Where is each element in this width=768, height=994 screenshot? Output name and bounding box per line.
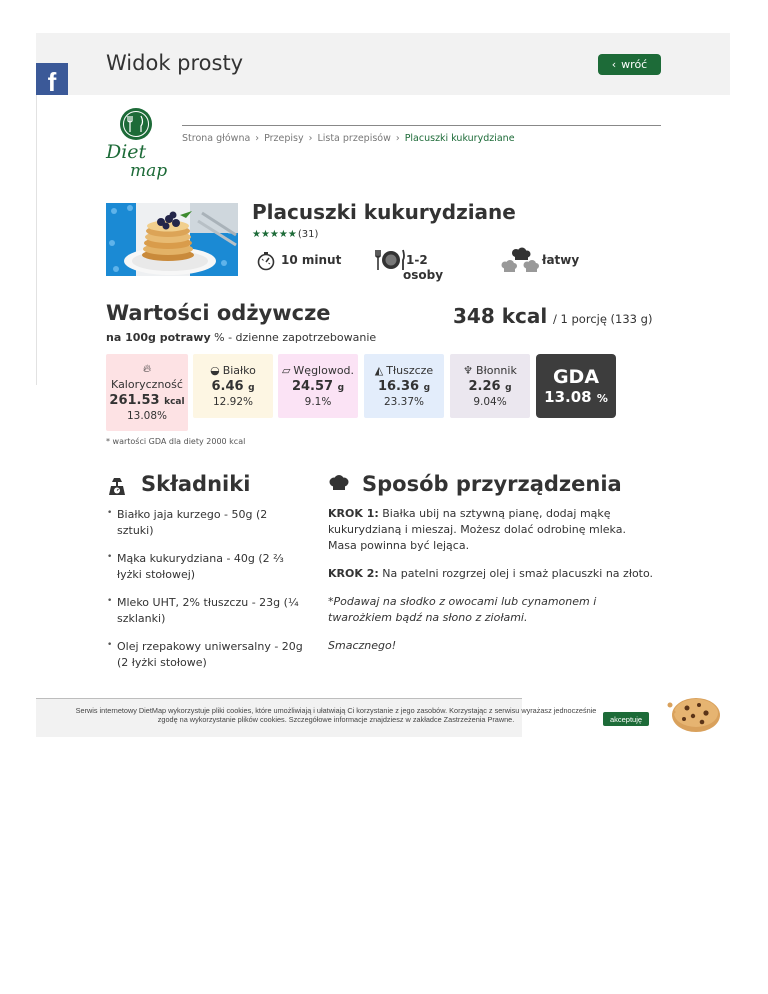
calories-pct: 13.08%	[126, 410, 168, 422]
recipe-title: Placuszki kukurydziane	[252, 200, 516, 224]
protein-value: 6.46	[211, 379, 244, 394]
chef-hat-icon	[499, 247, 541, 275]
star-rating-icon: ★★★★★	[252, 229, 297, 240]
serving-tip: *Podawaj na słodko z owocami lub cynamonem i twarożkiem bądź na słono z ziołami.	[328, 594, 597, 624]
protein-label: Białko	[222, 364, 256, 377]
carbs-box	[278, 354, 358, 418]
logo-text-map: map	[130, 161, 168, 181]
facebook-icon[interactable]: f	[36, 63, 68, 95]
gda-label: GDA	[552, 366, 600, 388]
cookie-text-line2: zgodę na wykorzystanie plików cookies. Szczegółowe informacje znajdziesz w zakładce Zastrzeżenia Prawne.	[157, 715, 515, 725]
side-divider	[36, 95, 37, 385]
logo-text-diet: Diet	[106, 141, 147, 163]
cookie-icon	[665, 694, 723, 736]
top-bar	[36, 33, 730, 95]
plate-cutlery-icon	[375, 248, 405, 272]
portion-info: / 1 porcję (133 g)	[553, 312, 653, 326]
breadcrumb-divider	[182, 125, 661, 126]
list-item: • Białko jaja kurzego - 50g (2 sztuki)	[106, 507, 306, 539]
scale-icon	[106, 474, 128, 496]
list-item: • Mleko UHT, 2% tłuszczu - 23g (¼ szklanki)	[106, 595, 306, 627]
step-1	[328, 506, 658, 554]
chevron-right-icon: ›	[395, 133, 400, 144]
cheese-icon: ◭	[374, 364, 384, 377]
back-button-label: wróć	[621, 58, 648, 71]
fat-unit: g	[423, 383, 431, 393]
gda-value: 13.08	[544, 388, 592, 406]
ingredients-list	[106, 507, 306, 683]
difficulty: łatwy	[542, 253, 580, 267]
fat-pct: 23.37%	[383, 396, 425, 408]
nutrition-title: Wartości odżywcze	[106, 301, 331, 325]
calories-label: Kaloryczność	[111, 378, 183, 391]
list-item: • Olej rzepakowy uniwersalny - 20g (2 łyżki stołowe)	[106, 639, 306, 671]
fiber-pct: 9.04%	[473, 396, 507, 408]
dish-photo	[106, 203, 238, 276]
step-2	[328, 566, 658, 582]
carbs-unit: g	[337, 383, 345, 393]
servings-count: 1-2	[406, 253, 428, 267]
breadcrumb-recipes[interactable]: Przepisy	[264, 133, 304, 144]
chevron-right-icon: ›	[308, 133, 313, 144]
rating-count: (31)	[297, 229, 319, 240]
calories-unit: kcal	[164, 397, 185, 407]
fiber-box	[450, 354, 530, 418]
gda-note: * wartości GDA dla diety 2000 kcal	[106, 437, 246, 446]
fat-value: 16.36	[377, 379, 420, 394]
step-2-label: KROK 2:	[328, 566, 379, 580]
step-2-text: Na patelni rozgrzej olej i smaż placuszki na złoto.	[378, 566, 654, 580]
cookie-text	[36, 706, 636, 725]
step-1-label: KROK 1:	[328, 507, 379, 520]
accept-cookies-button[interactable]: akceptuję	[603, 712, 649, 726]
fiber-unit: g	[505, 383, 512, 393]
fat-box	[364, 354, 444, 418]
protein-box	[193, 354, 273, 418]
per100-bold: na 100g potrawy	[106, 331, 211, 344]
list-item: • Mąka kukurydziana - 40g (2 ⅔ łyżki stołowej)	[106, 551, 306, 583]
protein-pct: 12.92%	[212, 396, 254, 408]
carbs-label: Węglowod.	[293, 364, 355, 377]
per100-note	[106, 331, 376, 344]
gda-box	[536, 354, 616, 418]
breadcrumb-recipe-list[interactable]: Lista przepisów	[317, 133, 391, 144]
closing-note: Smacznego!	[328, 638, 397, 652]
bowl-icon: ◒	[210, 364, 220, 377]
per100-rest: % - dzienne zapotrzebowanie	[210, 331, 377, 344]
servings-unit: osoby	[403, 268, 444, 282]
total-kcal: 348 kcal	[453, 304, 548, 328]
breadcrumb	[182, 133, 515, 144]
breadcrumb-current[interactable]: Placuszki kukurydziane	[404, 133, 515, 144]
stopwatch-icon	[256, 251, 276, 271]
page-title: Widok prosty	[106, 51, 244, 75]
carbs-value: 24.57	[291, 379, 334, 394]
calories-box	[106, 354, 188, 431]
fiber-value: 2.26	[468, 379, 501, 394]
preparation-title: Sposób przyrządzenia	[362, 472, 622, 496]
calories-value: 261.53	[109, 393, 160, 408]
chevron-right-icon: ›	[255, 133, 260, 144]
flame-icon: 🔥︎	[142, 362, 152, 375]
cookie-text-line1: Serwis internetowy DietMap wykorzystuje pliki cookies, które umożliwiają i ułatwiają Ci korzystanie z jego zasobów. Korzystając z serwisu wyrażasz jednocześnie	[75, 706, 597, 715]
chevron-left-icon: ‹	[611, 58, 617, 71]
preparation-steps	[328, 506, 658, 666]
chef-hat-icon	[328, 475, 350, 493]
rating[interactable]	[252, 229, 318, 240]
fat-label: Tłuszcze	[386, 364, 434, 377]
carbs-pct: 9.1%	[304, 396, 332, 408]
breadcrumb-home[interactable]: Strona główna	[182, 133, 251, 144]
wheat-icon: ♆	[463, 364, 474, 377]
step-1-text: Białka ubij na sztywną pianę, dodaj mąkę kukurydzianą i mieszaj. Możesz dolać odrobinę mleka. Masa powinna być lejąca.	[328, 507, 626, 552]
fiber-label: Błonnik	[476, 364, 517, 377]
prep-time: 10 minut	[281, 253, 342, 267]
ingredients-title: Składniki	[141, 472, 251, 496]
dietmap-logo[interactable]	[104, 106, 174, 182]
gda-unit: %	[596, 392, 608, 405]
back-button[interactable]	[598, 54, 661, 75]
bread-icon: ▱	[281, 364, 291, 377]
protein-unit: g	[248, 383, 255, 393]
